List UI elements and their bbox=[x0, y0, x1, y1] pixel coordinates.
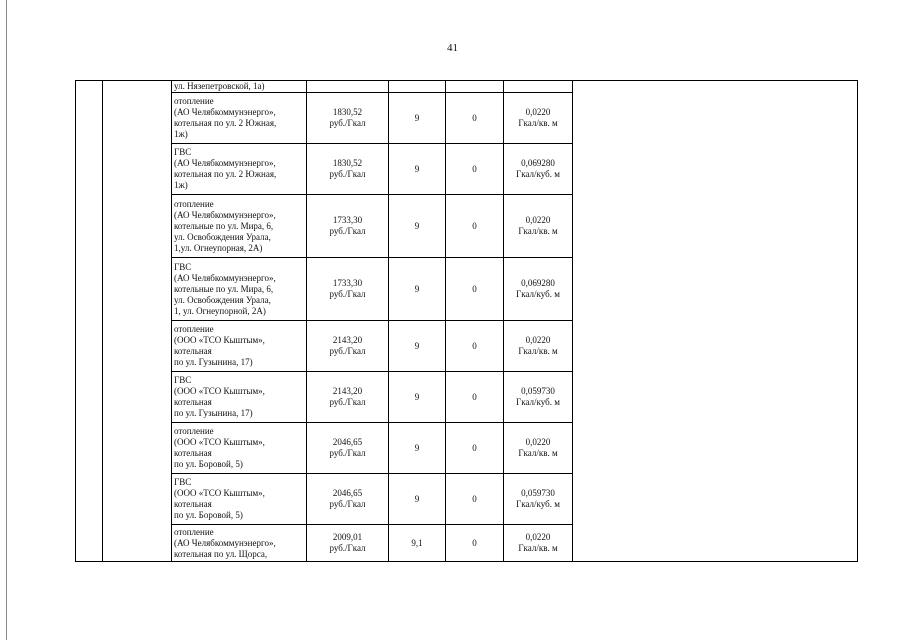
cell-text-line: руб./Гкал bbox=[329, 226, 366, 236]
norm-cell bbox=[504, 474, 573, 525]
cell-text-line: ГВС bbox=[174, 375, 192, 385]
cell-text-line: Гкал/кв. м bbox=[518, 226, 558, 236]
value1-cell bbox=[389, 81, 446, 93]
norm-cell bbox=[504, 372, 573, 423]
cell-text-line: отопление bbox=[174, 324, 214, 334]
cell-text-line: Гкал/кв. м bbox=[518, 118, 558, 128]
value1-cell: 9 bbox=[389, 144, 446, 195]
value1-cell: 9 bbox=[389, 258, 446, 321]
cell-text-line: Гкал/кв. м bbox=[518, 346, 558, 356]
cell-text-line: по ул. Гузынина, 17) bbox=[174, 408, 253, 418]
description-cell bbox=[172, 258, 307, 321]
cell-text-line: (ООО «ТСО Кыштым», bbox=[174, 335, 265, 345]
cell-text-line: котельная по ул. 2 Южная, bbox=[174, 118, 277, 128]
value2-cell: 0 bbox=[446, 321, 504, 372]
cell-text-line: отопление bbox=[174, 96, 214, 106]
cell-text-line: 0,059730 bbox=[521, 488, 555, 498]
tariff-cell bbox=[307, 258, 389, 321]
norm-cell bbox=[504, 93, 573, 144]
cell-text-line: (ООО «ТСО Кыштым», bbox=[174, 386, 265, 396]
cell-text-line: 0,0220 bbox=[525, 437, 551, 447]
cell-text-line: 2143,20 bbox=[332, 386, 363, 396]
value2-cell: 0 bbox=[446, 258, 504, 321]
cell-text-line: 0,069280 bbox=[521, 278, 555, 288]
cell-text-line: 2143,20 bbox=[332, 335, 363, 345]
cell-text-line: (АО Челябкоммунэнерго», bbox=[174, 158, 276, 168]
col-a-cell bbox=[76, 81, 103, 562]
cell-text-line: 1830,52 bbox=[332, 158, 363, 168]
cell-text-line: 1,ул. Огнеупорная, 2А) bbox=[174, 242, 263, 253]
cell-text-line: 2009,01 bbox=[332, 532, 363, 542]
tariff-cell bbox=[307, 321, 389, 372]
value2-cell: 0 bbox=[446, 372, 504, 423]
cell-text-line: ГВС bbox=[174, 147, 192, 157]
tariff-table bbox=[75, 80, 858, 562]
norm-cell bbox=[504, 195, 573, 258]
cell-text-line: котельная bbox=[174, 448, 212, 458]
cell-text-line: 1733,30 bbox=[332, 278, 363, 288]
cell-text-line: 1ж) bbox=[174, 129, 188, 139]
cell-text-line: (ООО «ТСО Кыштым», bbox=[174, 437, 265, 447]
value1-cell: 9 bbox=[389, 423, 446, 474]
cell-text-line: Гкал/куб. м bbox=[516, 397, 560, 407]
value1-cell: 9 bbox=[389, 372, 446, 423]
value1-cell: 9 bbox=[389, 474, 446, 525]
cell-text-line: ул. Освобождения Урала, bbox=[174, 294, 271, 305]
description-cell bbox=[172, 321, 307, 372]
remarks-cell bbox=[573, 81, 858, 562]
cell-text-line: руб./Гкал bbox=[329, 543, 366, 553]
cell-text-line: котельная bbox=[174, 499, 212, 509]
cell-text-line: 1ж) bbox=[174, 180, 188, 190]
cell-text-line: руб./Гкал bbox=[329, 397, 366, 407]
value1-cell: 9 bbox=[389, 321, 446, 372]
norm-cell bbox=[504, 144, 573, 195]
cell-text-line: отопление bbox=[174, 526, 214, 537]
cell-text-line: отопление bbox=[174, 198, 214, 209]
value2-cell: 0 bbox=[446, 144, 504, 195]
value2-cell: 0 bbox=[446, 525, 504, 562]
description-cell bbox=[172, 144, 307, 195]
cell-text-line: котельные по ул. Мира, 6, bbox=[174, 283, 274, 294]
cell-text-line: руб./Гкал bbox=[329, 346, 366, 356]
description-cell bbox=[172, 372, 307, 423]
cell-text-line: 1830,52 bbox=[332, 107, 363, 117]
value1-cell: 9 bbox=[389, 195, 446, 258]
cell-text-line: котельная bbox=[174, 397, 212, 407]
tariff-cell bbox=[307, 372, 389, 423]
cell-text-line: ул. Освобождения Урала, bbox=[174, 231, 271, 242]
value2-cell bbox=[446, 81, 504, 93]
cell-text-line: 0,0220 bbox=[525, 107, 551, 117]
col-b-cell bbox=[103, 81, 172, 562]
cell-text-line: руб./Гкал bbox=[329, 169, 366, 179]
tariff-cell bbox=[307, 93, 389, 144]
norm-cell bbox=[504, 423, 573, 474]
cell-text-line: 2046,65 bbox=[332, 488, 363, 498]
cell-text-line: 1733,30 bbox=[332, 215, 363, 225]
cell-text-line: руб./Гкал bbox=[329, 118, 366, 128]
tariff-cell bbox=[307, 195, 389, 258]
cell-text-line: 0,059730 bbox=[521, 386, 555, 396]
cell-text-line: (АО Челябкоммунэнерго», bbox=[174, 272, 276, 283]
tariff-cell bbox=[307, 144, 389, 195]
cell-text-line: котельные по ул. Мира, 6, bbox=[174, 220, 274, 231]
cell-text-line: по ул. Гузынина, 17) bbox=[174, 357, 253, 367]
value2-cell: 0 bbox=[446, 474, 504, 525]
cell-text-line: 0,069280 bbox=[521, 158, 555, 168]
norm-cell bbox=[504, 525, 573, 562]
description-cell bbox=[172, 423, 307, 474]
cell-text-line: по ул. Боровой, 5) bbox=[174, 510, 243, 520]
cell-text-line: 2046,65 bbox=[332, 437, 363, 447]
cell-text-line: 0,0220 bbox=[525, 335, 551, 345]
description-cell bbox=[172, 474, 307, 525]
value1-cell: 9 bbox=[389, 93, 446, 144]
table-row bbox=[76, 81, 858, 93]
cell-text-line: котельная по ул. 2 Южная, bbox=[174, 169, 277, 179]
tariff-cell bbox=[307, 474, 389, 525]
cell-text-line: 0,0220 bbox=[525, 532, 551, 542]
cell-text-line: 0,0220 bbox=[525, 215, 551, 225]
cell-text-line: 1, ул. Огнеупорной, 2А) bbox=[174, 305, 266, 316]
cell-text-line: по ул. Боровой, 5) bbox=[174, 459, 243, 469]
cell-text-line: котельная по ул. Щорса, bbox=[174, 548, 268, 559]
cell-text-line: котельная bbox=[174, 346, 212, 356]
cell-text-line: Гкал/кв. м bbox=[518, 448, 558, 458]
value2-cell: 0 bbox=[446, 93, 504, 144]
description-cell bbox=[172, 525, 307, 562]
tariff-cell bbox=[307, 81, 389, 93]
cell-text-line: отопление bbox=[174, 426, 214, 436]
norm-cell bbox=[504, 258, 573, 321]
description-cell: ул. Нязепетровской, 1а) bbox=[172, 81, 307, 93]
cell-text-line: ГВС bbox=[174, 477, 192, 487]
cell-text-line: Гкал/куб. м bbox=[516, 289, 560, 299]
tariff-cell bbox=[307, 423, 389, 474]
norm-cell bbox=[504, 81, 573, 93]
tariff-cell bbox=[307, 525, 389, 562]
cell-text-line: (АО Челябкоммунэнерго», bbox=[174, 537, 276, 548]
cell-text-line: руб./Гкал bbox=[329, 499, 366, 509]
value2-cell: 0 bbox=[446, 195, 504, 258]
page-left-edge bbox=[6, 0, 7, 640]
cell-text-line: Гкал/куб. м bbox=[516, 499, 560, 509]
norm-cell bbox=[504, 321, 573, 372]
cell-text-line: Гкал/куб. м bbox=[516, 169, 560, 179]
cell-text-line: руб./Гкал bbox=[329, 289, 366, 299]
cell-text-line: (АО Челябкоммунэнерго», bbox=[174, 209, 276, 220]
value1-cell: 9,1 bbox=[389, 525, 446, 562]
cell-text-line: (ООО «ТСО Кыштым», bbox=[174, 488, 265, 498]
description-cell bbox=[172, 93, 307, 144]
page-number: 41 bbox=[447, 42, 458, 54]
description-cell bbox=[172, 195, 307, 258]
value2-cell: 0 bbox=[446, 423, 504, 474]
cell-text-line: руб./Гкал bbox=[329, 448, 366, 458]
cell-text-line: (АО Челябкоммунэнерго», bbox=[174, 107, 276, 117]
cell-text-line: ГВС bbox=[174, 261, 192, 272]
cell-text-line: Гкал/кв. м bbox=[518, 543, 558, 553]
